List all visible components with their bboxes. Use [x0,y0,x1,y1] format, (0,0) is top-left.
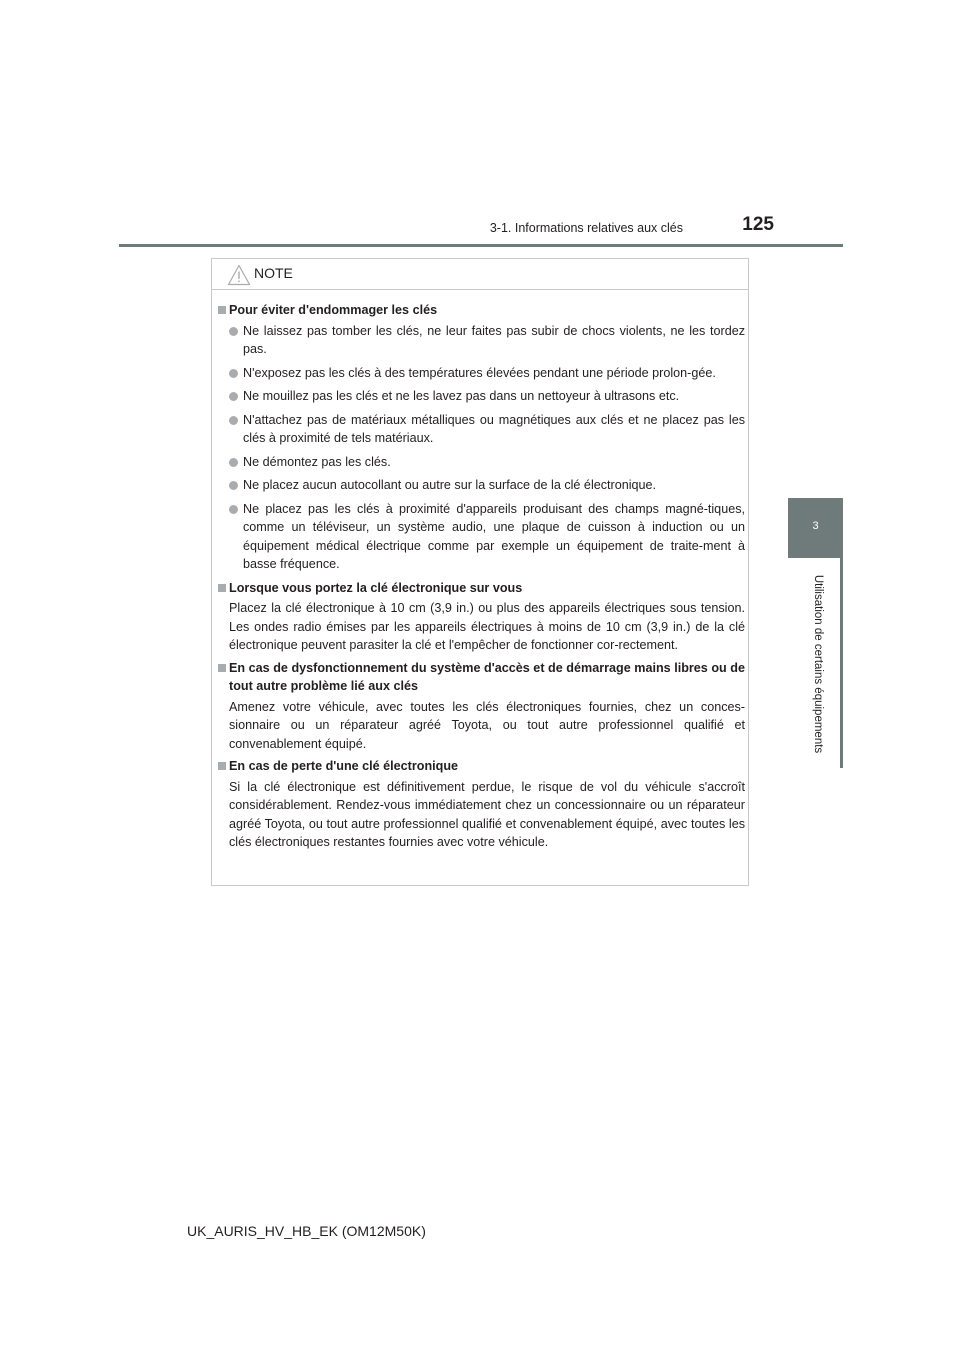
round-bullet-icon [229,392,238,401]
note-section-lost-key [218,757,745,852]
section-paragraph: Amenez votre véhicule, avec toutes les clés électroniques fournies, chez un conces-sionnaire ou un réparateur agréé Toyota, ou tout autre professionnel qualifié et convenablement équipé. [229,699,745,751]
square-bullet-icon [218,306,226,314]
section-heading: Lorsque vous portez la clé électronique sur vous [218,579,745,598]
square-bullet-icon [218,584,226,592]
list-item: Ne mouillez pas les clés et ne les lavez pas dans un nettoyeur à ultrasons etc. [218,387,745,406]
note-section-avoid-damage [218,301,745,574]
list-item: N'exposez pas les clés à des températures élevées pendant une période prolon-gée. [218,364,745,383]
list-item: Ne placez pas les clés à proximité d'appareils produisant des champs magné-tiques, comme un téléviseur, un système audio, une plaque de cuisson à induction ou un équipement médical électrique comme par exemple un équipement de traite-ment à basse fréquence. [218,500,745,574]
list-item: Ne laissez pas tomber les clés, ne leur faites pas subir de chocs violents, ne les tordez pas. [218,322,745,359]
round-bullet-icon [229,458,238,467]
chapter-side-bar [840,558,843,768]
round-bullet-icon [229,327,238,336]
chapter-number: 3 [812,520,819,532]
section-title: 3-1. Informations relatives aux clés [489,221,683,235]
round-bullet-icon [229,416,238,425]
section-heading: En cas de dysfonctionnement du système d'accès et de démarrage mains libres ou de tout autre problème lié aux clés [218,659,745,696]
page-number: 125 [742,214,774,235]
note-header [212,259,748,290]
square-bullet-icon [218,762,226,770]
document-code: UK_AURIS_HV_HB_EK (OM12M50K) [187,1223,426,1239]
list-item: N'attachez pas de matériaux métalliques ou magnétiques aux clés et ne placez pas les clés à proximité de tels matériaux. [218,411,745,448]
note-body [218,301,745,856]
warning-triangle-icon [227,264,251,286]
square-bullet-icon [218,664,226,672]
note-section-malfunction [218,659,745,754]
note-section-carrying-key [218,579,745,655]
list-item: Ne démontez pas les clés. [218,453,745,472]
section-paragraph: Si la clé électronique est définitivement perdue, le risque de vol du véhicule s'accroît considérablement. Rendez-vous immédiatement chez un concessionnaire ou un réparateur agréé Toyota, ou tout autre professionnel qualifié et convenablement équipé, avec toutes les clés électroniques restantes fournies avec votre véhicule. [229,779,745,849]
round-bullet-icon [229,505,238,514]
chapter-tab [788,498,843,558]
note-box [211,258,749,886]
chapter-title: Utilisation de certains équipements [812,574,824,754]
note-title: NOTE [254,265,293,281]
round-bullet-icon [229,481,238,490]
section-heading: En cas de perte d'une clé électronique [218,757,745,776]
header-rule [119,244,843,247]
section-paragraph: Placez la clé électronique à 10 cm (3,9 in.) ou plus des appareils électriques sous tension. Les ondes radio émises par les appareils électriques à moins de 10 cm (3,9 in.) de la clé électronique peuvent parasiter la clé et l'empêcher de fonctionner cor-rectement. [229,601,745,652]
round-bullet-icon [229,369,238,378]
section-heading: Pour éviter d'endommager les clés [218,301,745,320]
list-item: Ne placez aucun autocollant ou autre sur la surface de la clé électronique. [218,476,745,495]
